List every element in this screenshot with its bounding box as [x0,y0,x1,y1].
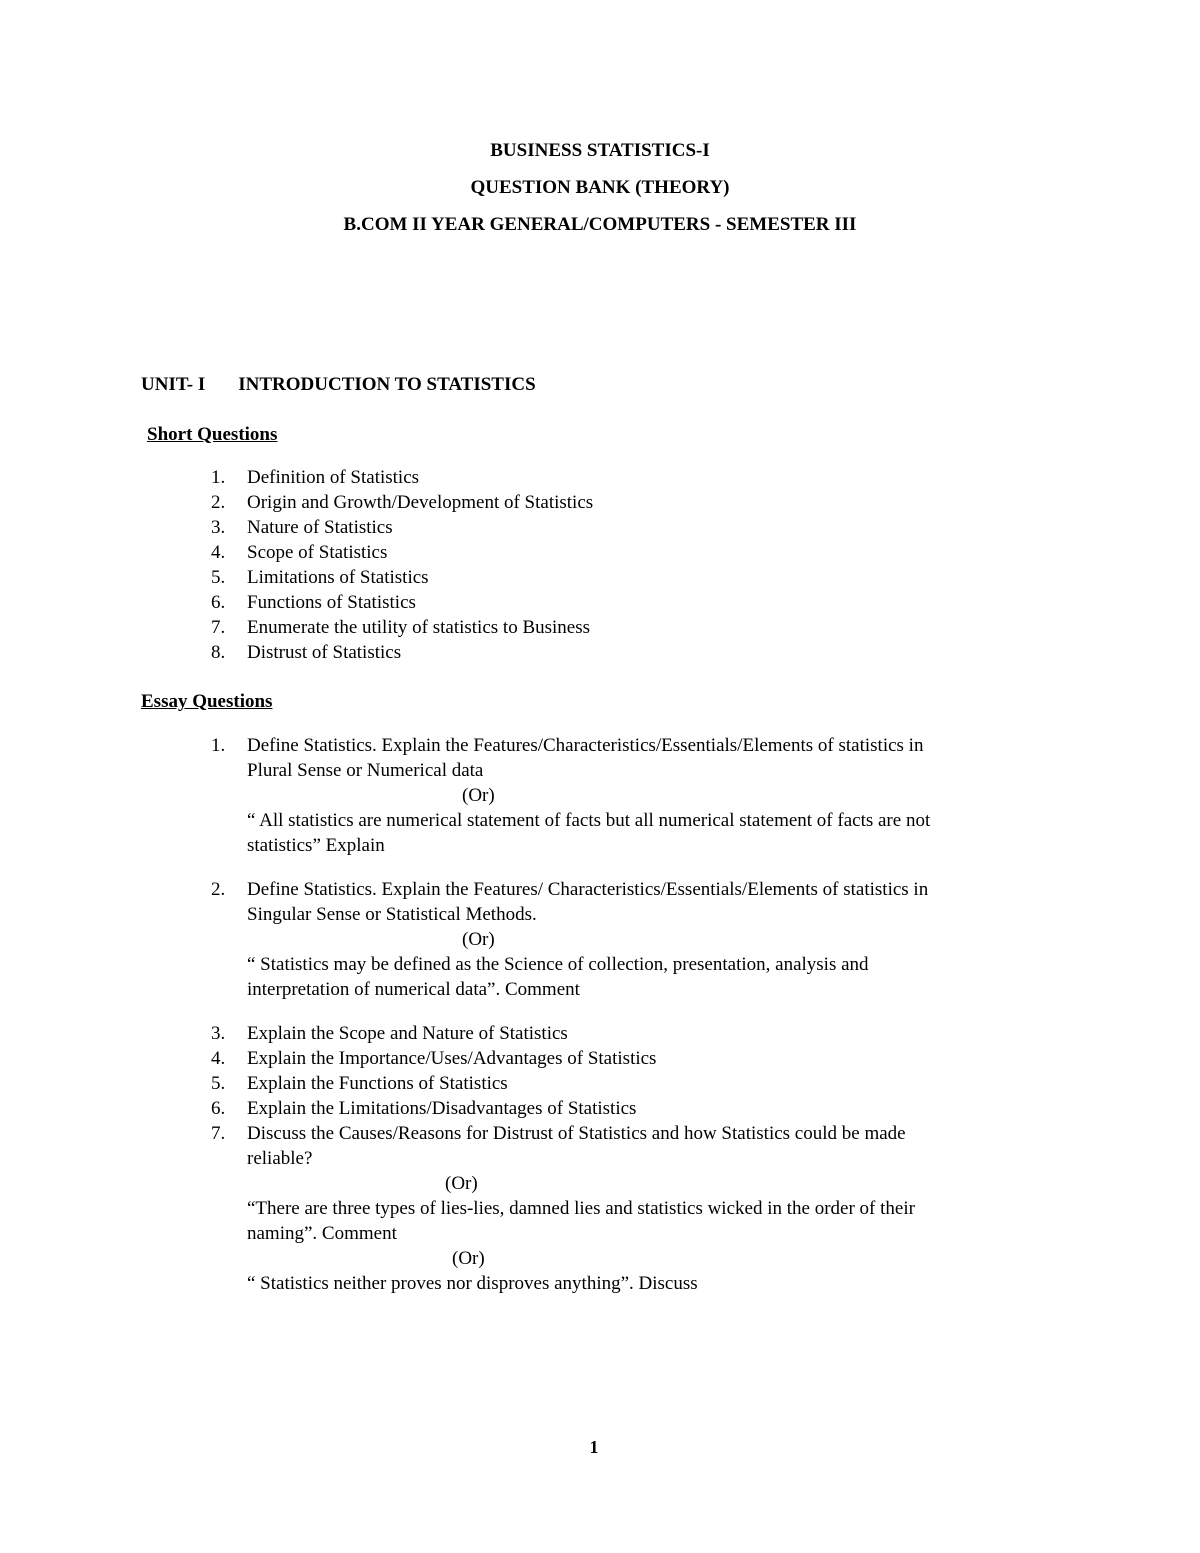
unit-heading [141,372,536,397]
list-item: 7. Discuss the Causes/Reasons for Distrust of Statistics and how Statistics could be made reliable? (Or) “There are three types of lies-lies, damned lies and statistics wicked in the order of their naming”. Comment (Or) “ Statistics neither proves nor disproves anything”. Discuss [0,1121,1047,1296]
list-item: 1. Define Statistics. Explain the Features/Characteristics/Essentials/Elements of statistics in Plural Sense or Numerical data (Or) “ All statistics are numerical statement of facts but all numerical statement of facts are not statistics” Explain [0,733,1047,858]
list-item: 2. Origin and Growth/Development of Statistics [211,492,594,513]
list-item: 2. Define Statistics. Explain the Features/ Characteristics/Essentials/Elements of statistics in Singular Sense or Statistical Methods. (Or) “ Statistics may be defined as the Science of collection, presentation, analysis and interpretation of numerical data”. Comment [0,877,1047,1002]
short-questions-list [0,465,1047,665]
or-separator: (Or) [452,1248,485,1269]
list-item: 6. Functions of Statistics [211,592,416,613]
page-number: 1 [589,1437,599,1457]
list-item: 5. Explain the Functions of Statistics [211,1073,508,1094]
essay-questions-heading: Essay Questions [141,691,273,712]
list-item: 5. Limitations of Statistics [211,567,429,588]
list-item: 8. Distrust of Statistics [211,642,402,663]
unit-title: INTRODUCTION TO STATISTICS [238,374,536,395]
or-separator: (Or) [445,1173,478,1194]
list-item: 4. Explain the Importance/Uses/Advantages of Statistics [211,1048,657,1069]
or-separator: (Or) [462,785,495,806]
list-item: 4. Scope of Statistics [211,542,388,563]
list-item: 7. Enumerate the utility of statistics to Business [211,617,591,638]
list-item: 3. Explain the Scope and Nature of Statistics [211,1023,568,1044]
document-title: BUSINESS STATISTICS-I [490,140,710,161]
short-questions-heading: Short Questions [147,424,278,445]
list-item: 6. Explain the Limitations/Disadvantages of Statistics [211,1098,637,1119]
or-separator: (Or) [462,929,495,950]
essay-questions-list [0,733,1047,1296]
list-item: 1. Definition of Statistics [211,467,420,488]
unit-label: UNIT- I [141,374,206,395]
course-line: B.COM II YEAR GENERAL/COMPUTERS - SEMESTER III [343,214,857,235]
list-item: 3. Nature of Statistics [211,517,393,538]
document-subtitle: QUESTION BANK (THEORY) [470,177,730,198]
